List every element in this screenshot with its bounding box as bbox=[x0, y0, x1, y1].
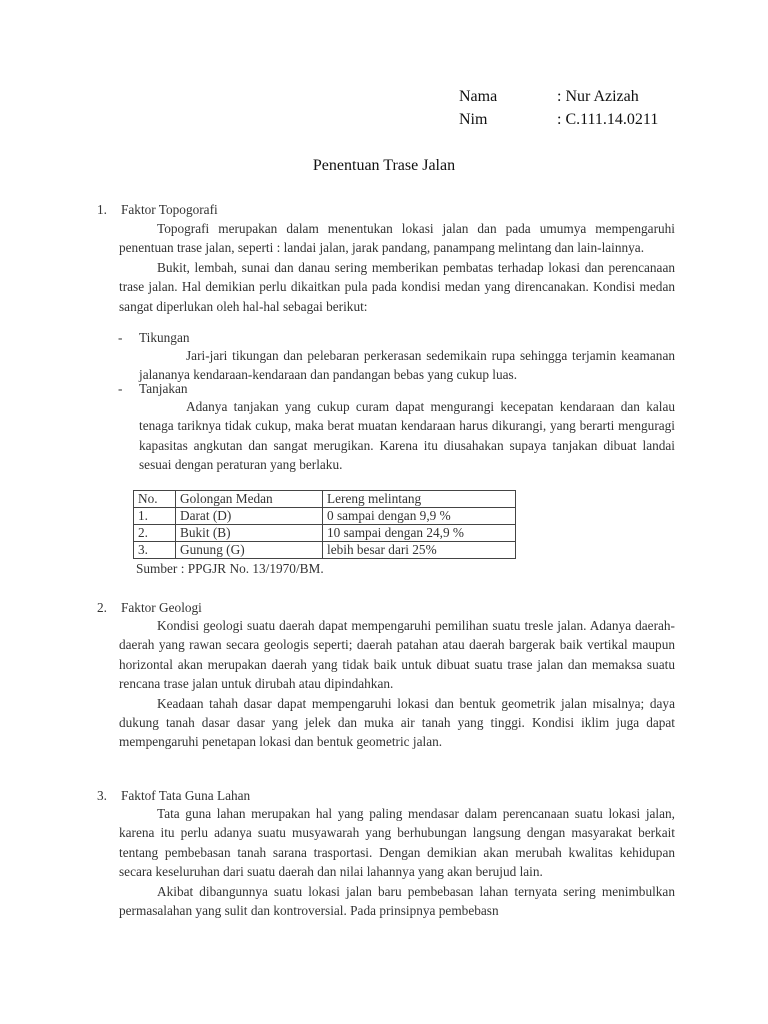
table-header-cell: No. bbox=[134, 491, 176, 508]
nama-value: : Nur Azizah bbox=[557, 88, 639, 105]
table-header-row bbox=[134, 491, 516, 508]
bullet-text-tikungan bbox=[139, 346, 675, 385]
section2-body bbox=[119, 616, 675, 752]
nim-label: Nim bbox=[459, 111, 488, 128]
section3-body bbox=[119, 804, 675, 920]
bullet-text-tanjakan bbox=[139, 397, 675, 475]
bullet-paragraph-tanjakan: Adanya tanjakan yang cukup curam dapat mengurangi kecepatan kendaraan dan kalau tenaga tariknya tidak cukup, maka berat muatan kendaraan harus dikurangi, yang berarti menguragi kapasitas angkutan dan sangat merugikan. Karena itu diusahakan supaya tanjakan dibuat landai sesuai dengan peraturan yang berlaku. bbox=[139, 399, 675, 473]
bullet-label-tanjakan: Tanjakan bbox=[139, 381, 188, 396]
section3-paragraph-1: Tata guna lahan merupakan hal yang paling mendasar dalam perencanaan suatu lokasi jalan, karena itu perlu adanya suatu musyawarah yang berhubungan langsung dengan masyarakat berkait tentang pembebasan tanah sarana trasportasi. Dengan demikian akan merubah kwalitas kehidupan secara keseluruhan dari suatu daerah dan nilai lahannya yang akan berujud lain. bbox=[119, 806, 675, 880]
table-cell: 1. bbox=[134, 508, 176, 525]
table-row bbox=[134, 508, 516, 525]
bullet-paragraph-tikungan: Jari-jari tikungan dan pelebaran perkerasan sedemikain rupa sehingga terjamin keamanan jalananya kendaraan-kendaraan dan pandangan bebas yang cukup luas. bbox=[139, 348, 675, 383]
table-source: Sumber : PPGJR No. 13/1970/BM. bbox=[136, 561, 324, 576]
table-cell: 0 sampai dengan 9,9 % bbox=[323, 508, 516, 525]
table-cell: lebih besar dari 25% bbox=[323, 542, 516, 559]
bullet-dash-2: - bbox=[118, 381, 123, 396]
bullet-label-tikungan: Tikungan bbox=[139, 330, 190, 345]
section1-number: 1. bbox=[97, 202, 107, 217]
section2-paragraph-1: Kondisi geologi suatu daerah dapat mempengaruhi pemilihan suatu tresle jalan. Adanya daerah-daerah yang rawan secara geologis seperti; daerah patahan atau daerah bargerak baik vertikal maupun horizontal akan merupakan daerah yang tidak baik untuk dibuat suatu trase jalan dan memaksa suatu rencana trase jalan untuk dirubah atau dipindahkan. bbox=[119, 618, 675, 692]
section1-heading: Faktor Topogorafi bbox=[121, 202, 218, 217]
bullet-dash-1: - bbox=[118, 330, 123, 345]
section1-body bbox=[119, 219, 675, 316]
table-header-cell: Golongan Medan bbox=[176, 491, 323, 508]
table-cell: 10 sampai dengan 24,9 % bbox=[323, 525, 516, 542]
table-cell: 2. bbox=[134, 525, 176, 542]
page-title: Penentuan Trase Jalan bbox=[312, 157, 456, 174]
terrain-table bbox=[133, 490, 516, 559]
table-cell: Gunung (G) bbox=[176, 542, 323, 559]
nim-value: : C.111.14.0211 bbox=[557, 111, 659, 128]
table-cell: Bukit (B) bbox=[176, 525, 323, 542]
table-cell: Darat (D) bbox=[176, 508, 323, 525]
section3-number: 3. bbox=[97, 788, 107, 803]
section3-heading: Faktof Tata Guna Lahan bbox=[121, 788, 251, 803]
section2-heading: Faktor Geologi bbox=[121, 600, 202, 615]
section2-number: 2. bbox=[97, 600, 107, 615]
section3-paragraph-2: Akibat dibangunnya suatu lokasi jalan baru pembebasan lahan ternyata sering menimbulkan permasalahan yang sulit dan kontroversial. Pada prinsipnya pembebasn bbox=[119, 883, 675, 919]
table-cell: 3. bbox=[134, 542, 176, 559]
table-header-cell: Lereng melintang bbox=[323, 491, 516, 508]
table-row bbox=[134, 525, 516, 542]
nama-label: Nama bbox=[459, 88, 498, 105]
section2-paragraph-2: Keadaan tahah dasar dapat mempengaruhi lokasi dan bentuk geometrik jalan misalnya; daya dukung tanah dasar dasar yang jelek dan muka air tanah yang tinggi. Kondisi iklim juga dapat mempengaruhi penetapan lokasi dan bentuk geometric jalan. bbox=[119, 695, 675, 750]
table-row bbox=[134, 542, 516, 559]
section1-paragraph-2: Bukit, lembah, sunai dan danau sering memberikan pembatas terhadap lokasi dan perencanaan trase jalan. Hal demikian perlu dikaitkan pula pada kondisi medan yang direncanakan. Kondisi medan sangat diperlukan oleh hal-hal sebagai berikut: bbox=[119, 259, 675, 314]
section1-paragraph-1: Topografi merupakan dalam menentukan lokasi jalan dan pada umumya mempengaruhi penentuan trase jalan, seperti : landai jalan, jarak pandang, panampang melintang dan lain-lainnya. bbox=[119, 221, 675, 256]
